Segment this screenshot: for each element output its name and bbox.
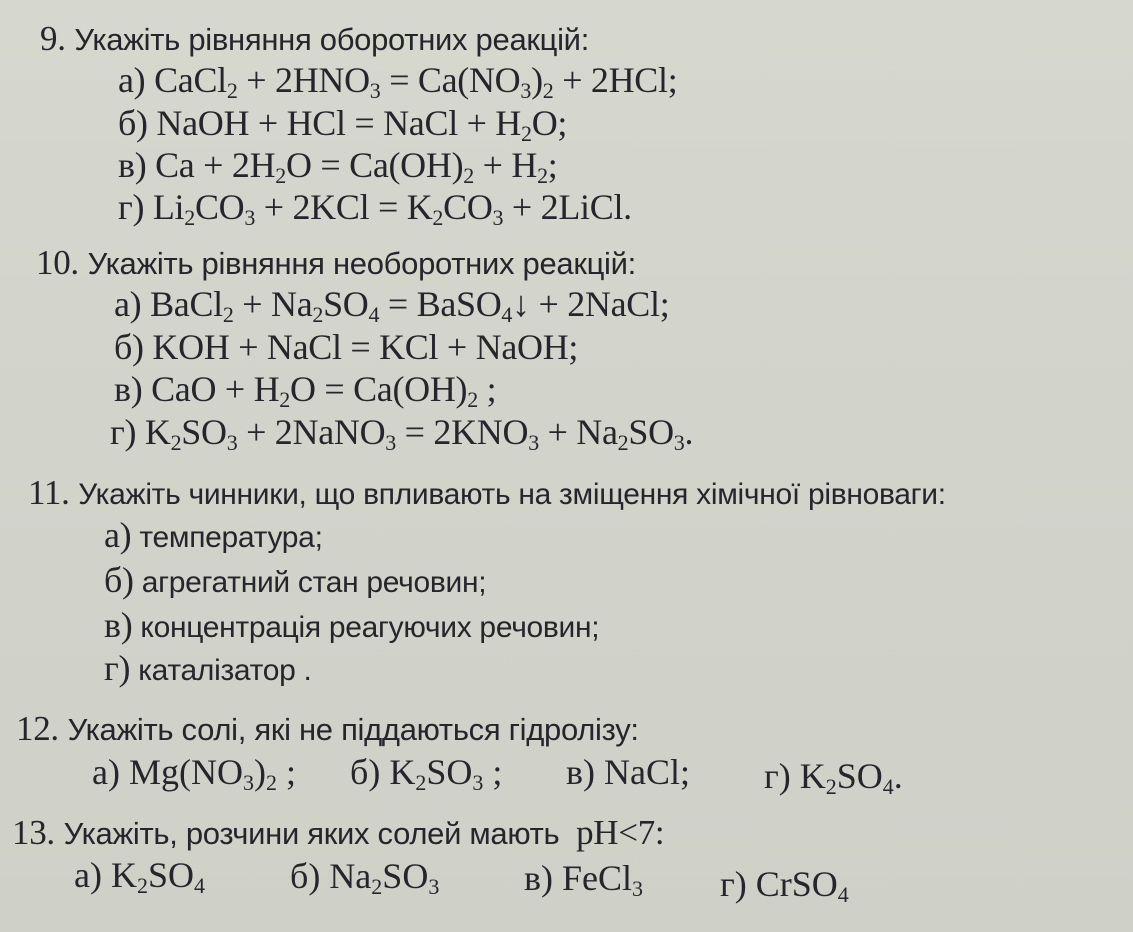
q13-option-c: в) FeCl$_3$ [524,858,644,901]
q12-option-d: г) $K_2SO_4$. [764,756,903,799]
option-label: а) [114,284,142,324]
question-text: Укажіть чинники, що впливають на зміщення хімічної рівноваги: [78,478,946,511]
option-label: б) [114,327,144,367]
q12-option-c: в) NaCl; [566,752,690,792]
q9-option-c: в) $Ca + 2H_2O = Ca(OH)_2 + H_2$; [118,145,558,188]
question-12-heading [16,708,639,750]
option-label: б) [118,103,148,143]
question-11-heading [28,472,946,515]
option-label: в) [524,858,553,898]
q13-option-d: г) CrSO$_4$ [720,864,849,907]
option-label: а) [74,855,102,895]
q12-option-b: б) $K_2SO_3$ ; [350,752,503,795]
q9-option-b: б) NaOH + HCl = NaCl + $H_2O$; [118,103,568,146]
question-10-heading [36,242,636,284]
option-label: г) [720,864,747,904]
q11-option-a: а) температура; [104,515,323,555]
question-number: 9. [40,19,66,58]
option-label: б) [104,560,134,600]
option-label: г) [118,187,145,227]
q10-option-b: б) KOH + NaCl = KCl + NaOH; [114,327,579,367]
option-label: г) [110,412,137,452]
question-number: 13. [12,813,55,852]
question-text: Укажіть, розчини яких солей мають [63,816,560,851]
q13-option-a: а) $K_2SO_4$ [74,855,205,898]
q9-option-a: а) CaCl$_2$ + $2HNO_3 = Ca(NO_3)_2 + 2HCl$; [118,60,678,103]
option-label: б) [350,752,381,792]
option-label: в) [566,752,595,792]
option-label: б) [290,856,321,896]
option-label: а) [118,60,146,100]
option-label: а) [104,515,132,555]
q10-option-d: г) $K_2SO_3$ + 2NaNO$_3$ = $2KNO_3 + Na_2SO_3$. [110,412,694,455]
question-number: 10. [36,243,79,282]
option-label: в) [118,145,147,185]
option-label: в) [104,605,133,645]
q11-option-b: б) агрегатний стан речовин; [104,560,487,600]
q10-option-a: а) BaCl$_2$ + $Na_2SO_4$ = BaSO$_4$↓ + 2NaCl; [114,284,670,327]
question-text: Укажіть рівняння оборотних реакцій: [74,22,590,57]
question-number: 12. [16,709,59,748]
q9-option-d: г) $Li_2CO_3 + 2KCl = K_2CO_3$ + 2LiCl. [118,187,632,230]
q12-option-a: а) $Mg(NO_3)_2$ ; [92,752,296,795]
question-13-heading [12,812,664,854]
option-label: в) [114,369,143,409]
option-label: а) [92,752,120,792]
ph-condition: pH<7: [576,813,665,852]
question-text: Укажіть рівняння необоротних реакцій: [87,246,636,281]
question-number: 11. [28,473,70,512]
q13-option-b: б) $Na_2SO_3$ [290,856,440,899]
question-text: Укажіть солі, які не піддаються гідролізу: [67,712,639,747]
q11-option-d: г) каталізатор . [104,648,312,688]
option-label: г) [764,756,791,796]
question-9-heading [40,18,589,60]
q10-option-c: в) CaO + $H_2O = Ca(OH)_2$ ; [114,369,497,412]
option-label: г) [104,648,131,688]
q11-option-c: в) концентрація реагуючих речовин; [104,605,600,645]
